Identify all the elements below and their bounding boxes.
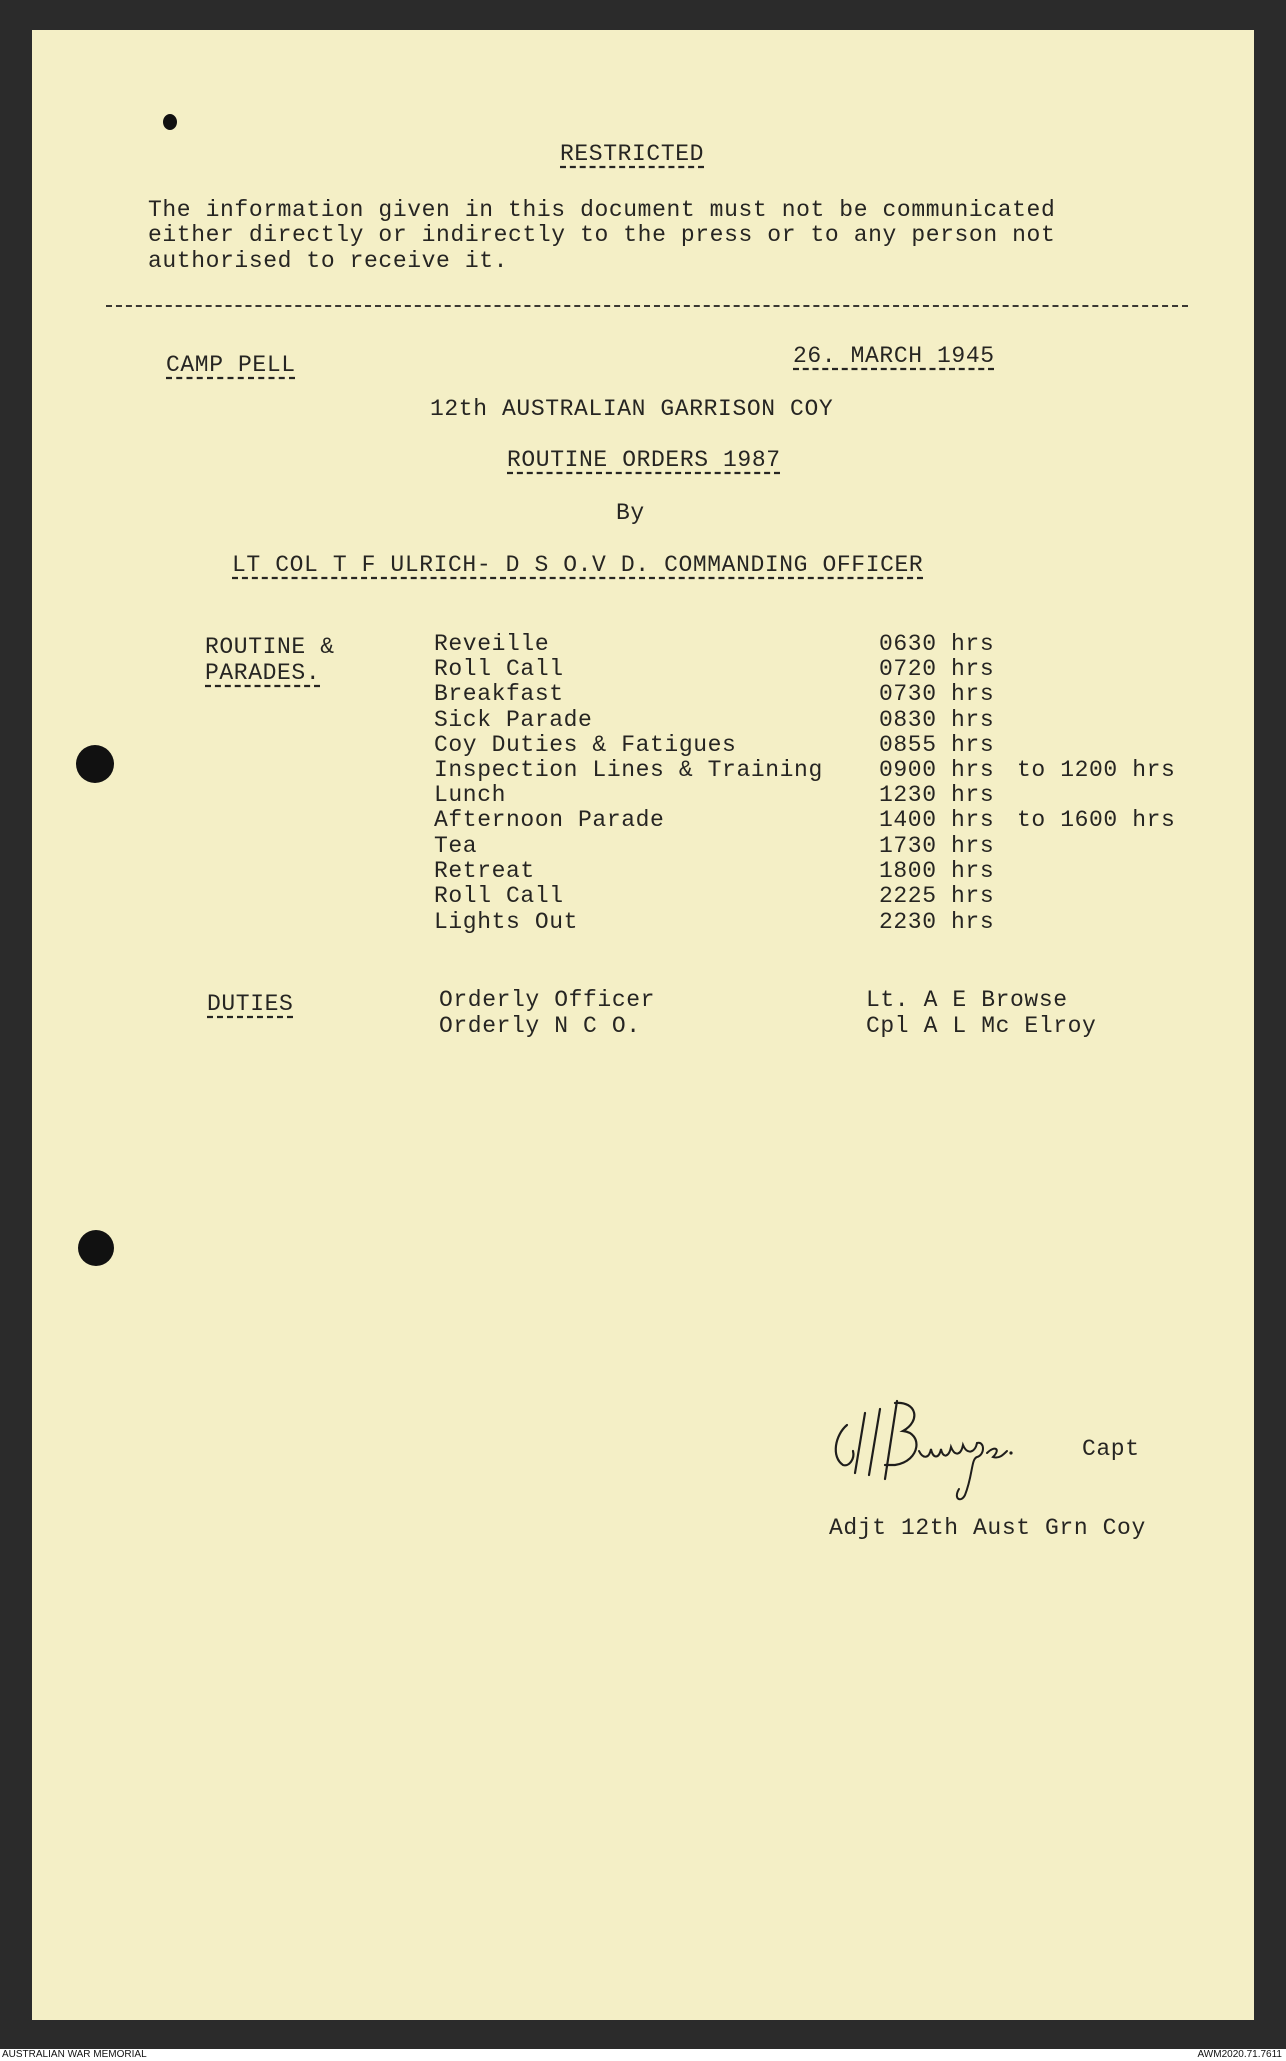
activity: Tea: [434, 833, 478, 859]
routine-heading-line: ROUTINE &: [205, 634, 335, 660]
schedule-row: [0, 707, 1286, 733]
order-title: ROUTINE ORDERS 1987: [507, 447, 781, 473]
schedule-row: [0, 909, 1286, 935]
punch-hole-lower: [78, 1230, 114, 1266]
time: 1230 hrs: [879, 782, 995, 808]
activity: Sick Parade: [434, 707, 593, 733]
routine-heading-line: PARADES.: [205, 660, 321, 686]
activity: Coy Duties & Fatigues: [434, 732, 737, 758]
footer-bar: [0, 2049, 1286, 2061]
schedule-row: [0, 833, 1286, 859]
time: 2230 hrs: [879, 909, 995, 935]
by-label: By: [616, 500, 645, 526]
punch-hole-top: [163, 114, 177, 130]
duty-role: Orderly N C O.: [439, 1013, 641, 1039]
activity: Roll Call: [434, 656, 564, 682]
schedule-row: [0, 757, 1286, 783]
separator-line: [106, 305, 1188, 307]
time: 0730 hrs: [879, 681, 995, 707]
activity: Retreat: [434, 858, 535, 884]
classification-heading: RESTRICTED: [560, 141, 705, 167]
time: 0855 hrs: [879, 732, 995, 758]
notice-line: The information given in this document must not be communicated: [148, 197, 1056, 223]
schedule-row: [0, 631, 1286, 657]
handwritten-signature: [825, 1395, 1050, 1510]
time-extra: to 1200 hrs: [1017, 757, 1176, 783]
footer-archive: AUSTRALIAN WAR MEMORIAL: [2, 2049, 147, 2060]
duty-role: Orderly Officer: [439, 987, 656, 1013]
time-extra: to 1600 hrs: [1017, 807, 1176, 833]
activity: Lunch: [434, 782, 507, 808]
issuer: LT COL T F ULRICH- D S O.V D. COMMANDING OFFICER: [232, 552, 924, 578]
activity: Reveille: [434, 631, 550, 657]
time: 0900 hrs: [879, 757, 995, 783]
activity: Roll Call: [434, 883, 564, 909]
location: CAMP PELL: [166, 352, 296, 378]
duty-row: [0, 987, 1286, 1013]
duties-heading: DUTIES: [207, 991, 294, 1017]
schedule-row: [0, 858, 1286, 884]
schedule-row: [0, 883, 1286, 909]
schedule-row: [0, 807, 1286, 833]
schedule-row: [0, 681, 1286, 707]
notice-line: authorised to receive it.: [148, 248, 509, 274]
schedule-row: [0, 656, 1286, 682]
time: 1730 hrs: [879, 833, 995, 859]
footer-accession: AWM2020.71.7611: [1197, 2049, 1282, 2060]
time: 2225 hrs: [879, 883, 995, 909]
time: 0630 hrs: [879, 631, 995, 657]
signatory-appointment: Adjt 12th Aust Grn Coy: [829, 1515, 1146, 1541]
unit-name: 12th AUSTRALIAN GARRISON COY: [430, 396, 834, 422]
activity: Lights Out: [434, 909, 579, 935]
time: 0720 hrs: [879, 656, 995, 682]
time: 1800 hrs: [879, 858, 995, 884]
duty-row: [0, 1013, 1286, 1039]
activity: Breakfast: [434, 681, 564, 707]
order-date: 26. MARCH 1945: [793, 343, 995, 369]
duty-name: Cpl A L Mc Elroy: [866, 1013, 1097, 1039]
duty-name: Lt. A E Browse: [866, 987, 1068, 1013]
notice-line: either directly or indirectly to the press or to any person not: [148, 222, 1056, 248]
activity: Inspection Lines & Training: [434, 757, 823, 783]
signatory-rank: Capt: [1082, 1436, 1140, 1462]
time: 0830 hrs: [879, 707, 995, 733]
time: 1400 hrs: [879, 807, 995, 833]
schedule-row: [0, 782, 1286, 808]
activity: Afternoon Parade: [434, 807, 665, 833]
schedule-row: [0, 732, 1286, 758]
